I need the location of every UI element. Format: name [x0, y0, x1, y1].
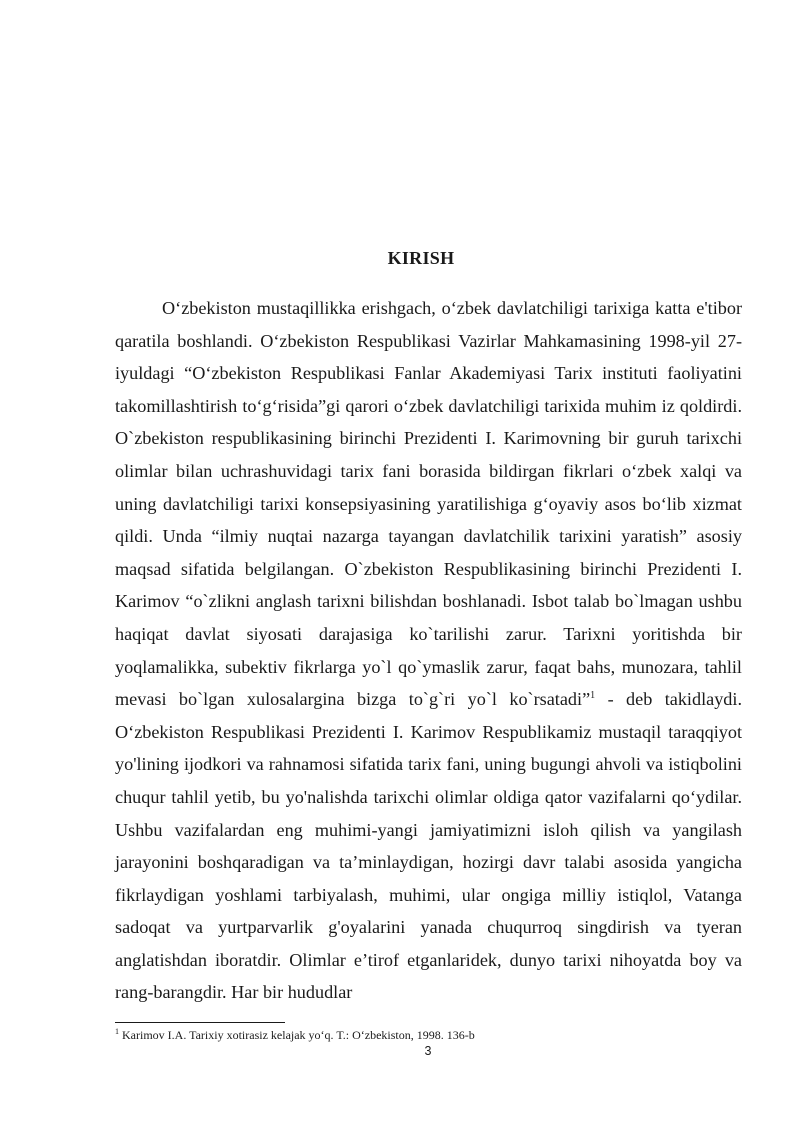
footnote [115, 1028, 742, 1043]
footnote-reference[interactable]: 1 [590, 690, 596, 702]
footnote-mark: 1 [115, 1027, 119, 1036]
body-paragraph [115, 292, 742, 1009]
page-number: 3 [424, 1044, 432, 1058]
footnote-text: Karimov I.A. Tarixiy xotirasiz kelajak yo‘q. T.: O‘zbekiston, 1998. 136-b [119, 1028, 475, 1042]
paragraph-text-part-1: O‘zbekiston mustaqillikka erishgach, o‘zbek davlatchiligi tarixiga katta e'tibor qaratila boshlandi. O‘zbekiston Respublikasi Vazirlar Mahkamasining 1998-yil 27-iyuldagi “O‘zbekiston Respublikasi Fanlar Akademiyasi Tarix instituti faoliyatini takomillashtirish to‘g‘risida”gi qarori o‘zbek davlatchiligi tarixida muhim iz qoldirdi. O`zbekiston respublikasining birinchi Prezidenti I. Karimovning bir guruh tarixchi olimlar bilan uchrashuvidagi tarix fani borasida bildirgan fikrlari o‘zbek xalqi va uning davlatchiligi tarixi konsepsiyasining yaratilishiga g‘oyaviy asos bo‘lib xizmat qildi. Unda “ilmiy nuqtai nazarga tayangan davlatchilik tarixini yaratish” asosiy maqsad sifatida belgilangan. O`zbekiston Respublikasining birinchi Prezidenti I. Karimov “o`zlikni anglash tarixni bilishdan boshlanadi. Isbot talab bo`lmagan ushbu haqiqat davlat siyosati darajasiga ko`tarilishi zarur. Tarixni yoritishda bir yoqlamalikka, subektiv fikrlarga yo`l qo`ymaslik zarur, faqat bahs, munozara, tahlil mevasi bo`lgan xulosalargina bizga to`g`ri yo`l ko`rsatadi” [115, 298, 742, 710]
section-heading: KIRISH [387, 248, 455, 268]
paragraph-text-part-2: - deb takidlaydi. O‘zbekiston Respublikasi Prezidenti I. Karimov Respublikamiz mustaqil taraqqiyot yo'lining ijodkori va rahnamosi sifatida tarix fani, uning bugungi ahvoli va istiqbolini chuqur tahlil yetib, bu yo'nalishda tarixchi olimlar oldiga qator vazifalarni qo‘ydilar. Ushbu vazifalardan eng muhimi-yangi jamiyatimizni isloh qilish va yangilash jarayonini boshqaradigan va ta’minlaydigan, hozirgi davr talabi asosida yangicha fikrlaydigan yoshlami tarbiyalash, muhimi, ular ongiga milliy istiqlol, Vatanga sadoqat va yurtparvarlik g'oyalarini yanada chuqurroq singdirish va tyeran anglatishdan iboratdir. Olimlar e’tirof etganlaridek, dunyo tarixi nihoyatda boy va rang-barangdir. Har bir hududlar [115, 689, 742, 1003]
footnote-divider [115, 1022, 285, 1023]
